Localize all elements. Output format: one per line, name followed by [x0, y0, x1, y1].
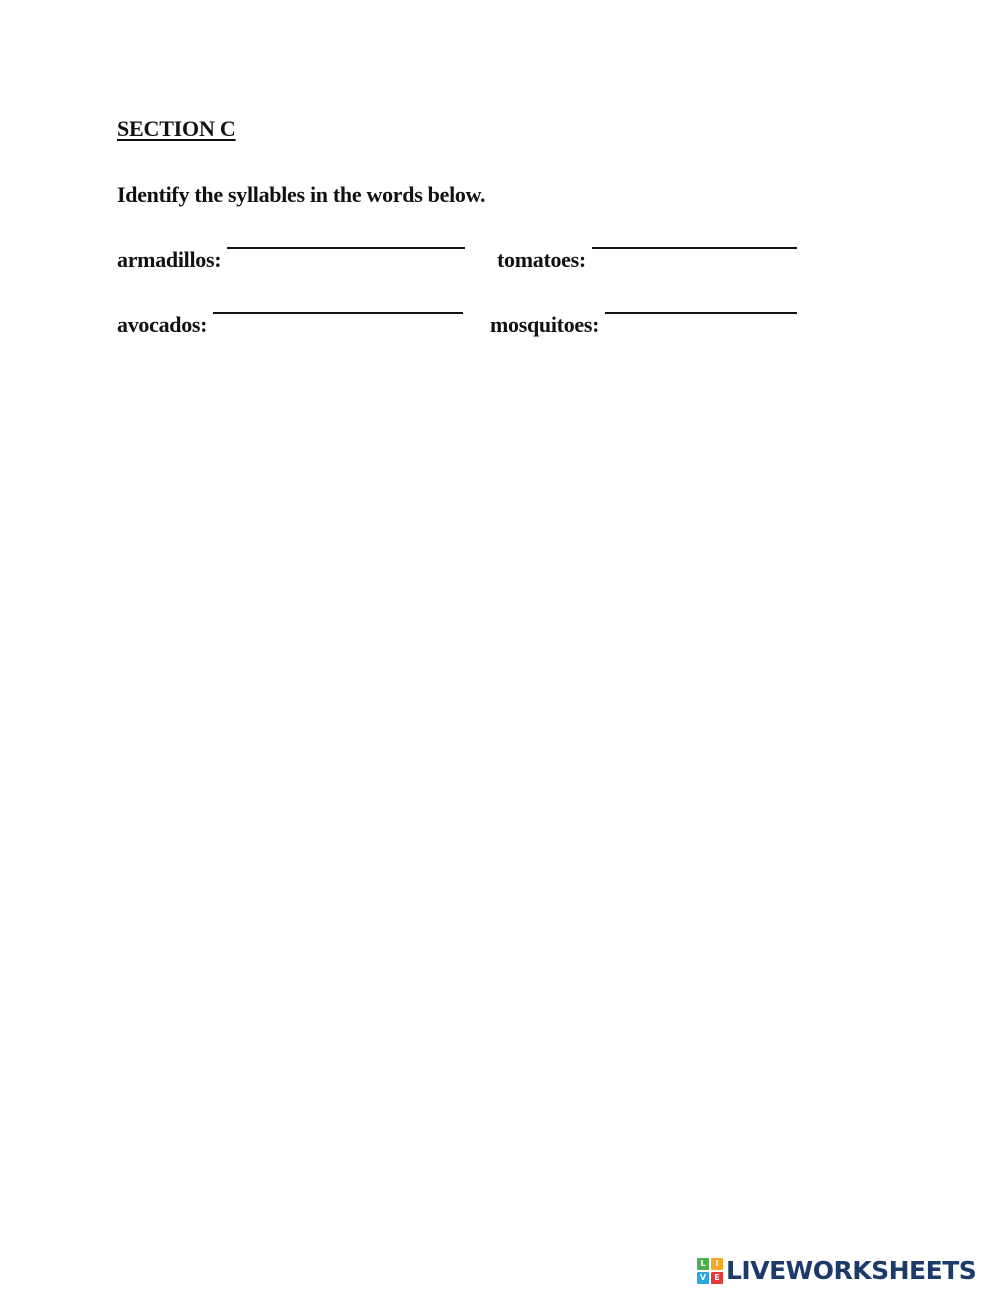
word-label-armadillos: armadillos: [117, 247, 222, 272]
word-item-tomatoes [497, 247, 797, 273]
logo-block-e: E [711, 1272, 723, 1284]
word-item-mosquitoes [490, 312, 797, 338]
word-item-avocados [117, 312, 463, 338]
logo-text: LIVEWORKSHEETS [726, 1256, 977, 1285]
liveworksheets-logo [697, 1257, 976, 1285]
instruction-text: Identify the syllables in the words below. [117, 182, 486, 207]
answer-field-mosquitoes[interactable] [605, 311, 797, 314]
logo-block-v: V [697, 1272, 709, 1284]
answer-field-armadillos[interactable] [227, 246, 465, 249]
answer-field-avocados[interactable] [213, 311, 463, 314]
logo-block-i: I [711, 1258, 723, 1270]
liveworksheets-blocks-icon [697, 1258, 723, 1284]
word-label-tomatoes: tomatoes: [497, 247, 586, 272]
word-item-armadillos [117, 247, 465, 273]
word-label-avocados: avocados: [117, 312, 208, 337]
logo-block-l: L [697, 1258, 709, 1270]
word-label-mosquitoes: mosquitoes: [490, 312, 600, 337]
section-title: SECTION C [117, 116, 236, 141]
answer-field-tomatoes[interactable] [592, 246, 797, 249]
